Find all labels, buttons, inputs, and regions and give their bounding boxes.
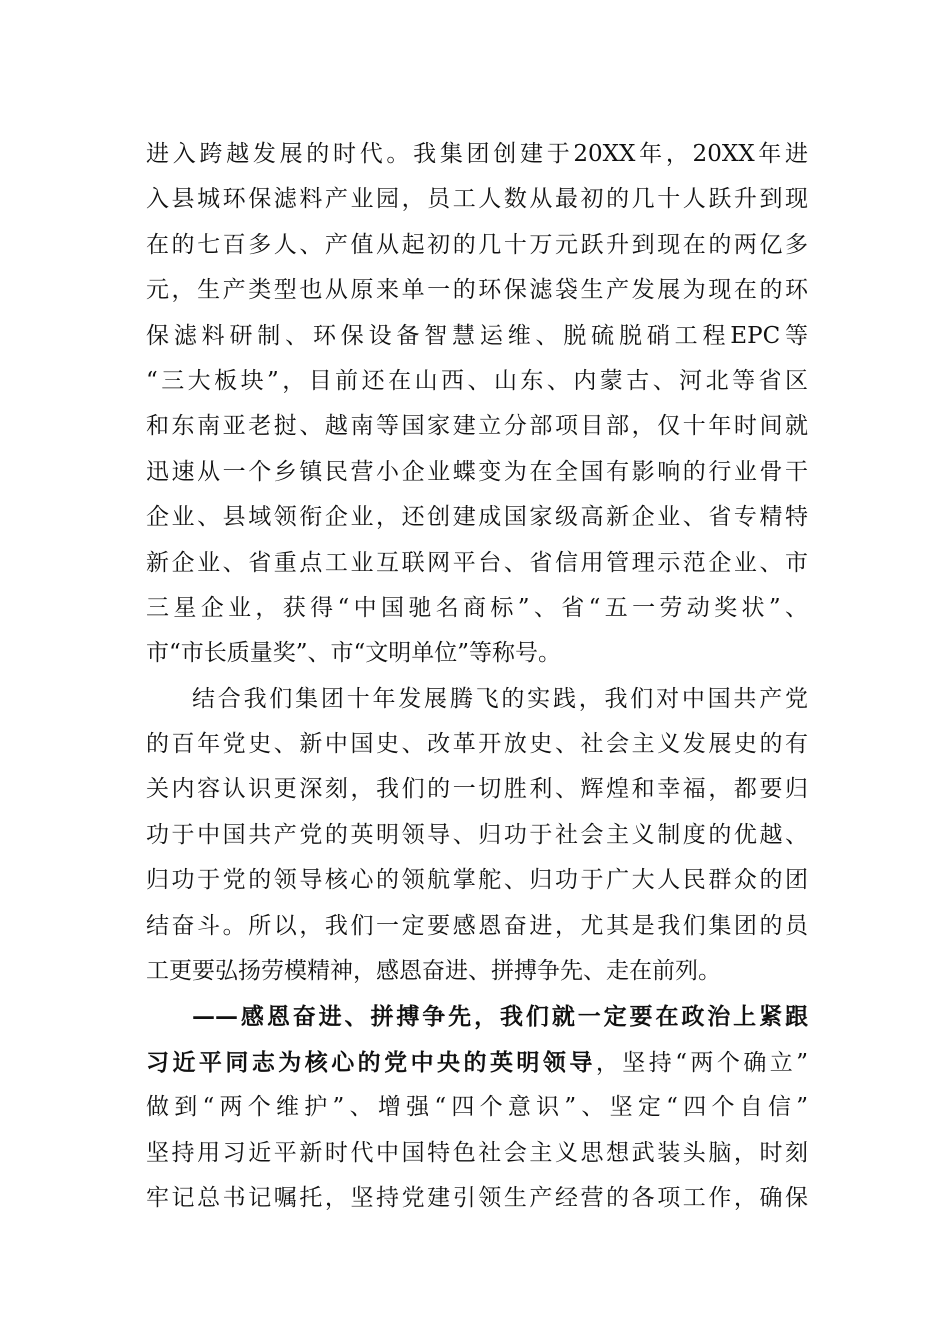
paragraph-1 [146,132,808,677]
text-line: 关内容认识更深刻，我们的一切胜利、辉煌和幸福，都要归 [146,776,808,803]
text-line: 新企业、省重点工业互联网平台、省信用管理示范企业、市 [146,549,808,576]
paragraph-2 [146,677,808,995]
mixed-line [146,1040,808,1085]
text-line: 结合我们集团十年发展腾飞的实践，我们对中国共产党 [192,685,808,712]
text-line: 做到“两个维护”、增强“四个意识”、坚定“四个自信” [146,1094,808,1121]
text-line: 三星企业，获得“中国驰名商标”、省“五一劳动奖状”、 [146,594,808,621]
paragraph-3 [146,994,808,1221]
text-line: 进入跨越发展的时代。我集团创建于20XX年，20XX年进 [146,141,808,167]
text-line: 工更要弘扬劳模精神，感恩奋进、拼搏争先、走在前列。 [146,958,721,985]
bold-heading-line: ——感恩奋进、拼搏争先，我们就一定要在政治上紧跟 [192,1003,808,1031]
text-line: 结奋斗。所以，我们一定要感恩奋进，尤其是我们集团的员 [146,912,808,939]
text-line: 市“市长质量奖”、市“文明单位”等称号。 [146,640,562,667]
text-line: 保滤料研制、环保设备智慧运维、脱硫脱硝工程EPC等 [146,322,808,349]
text-line: 入县城环保滤料产业园，员工人数从最初的几十人跃升到现 [146,186,808,213]
text-line: 迅速从一个乡镇民营小企业蝶变为在全国有影响的行业骨干 [146,458,808,485]
bold-heading-text: 习近平同志为核心的党中央的英明领导 [146,1048,596,1076]
text-line: 坚持用习近平新时代中国特色社会主义思想武装头脑，时刻 [146,1139,808,1166]
text-line: 归功于党的领导核心的领航掌舵、归功于广大人民群众的团 [146,867,808,894]
document-body [146,132,808,1221]
text-line: 在的七百多人、产值从起初的几十万元跃升到现在的两亿多 [146,231,808,258]
normal-text: ，坚持“两个确立” [595,1049,808,1076]
text-line: 企业、县域领衔企业，还创建成国家级高新企业、省专精特 [146,504,808,531]
text-line: 元，生产类型也从原来单一的环保滤袋生产发展为现在的环 [146,277,808,304]
text-line: 和东南亚老挝、越南等国家建立分部项目部，仅十年时间就 [146,413,808,440]
text-line: 的百年党史、新中国史、改革开放史、社会主义发展史的有 [146,731,808,758]
text-line: 牢记总书记嘱托，坚持党建引领生产经营的各项工作，确保 [146,1184,808,1211]
text-line: “三大板块”，目前还在山西、山东、内蒙古、河北等省区 [146,367,808,394]
text-line: 功于中国共产党的英明领导、归功于社会主义制度的优越、 [146,821,808,848]
